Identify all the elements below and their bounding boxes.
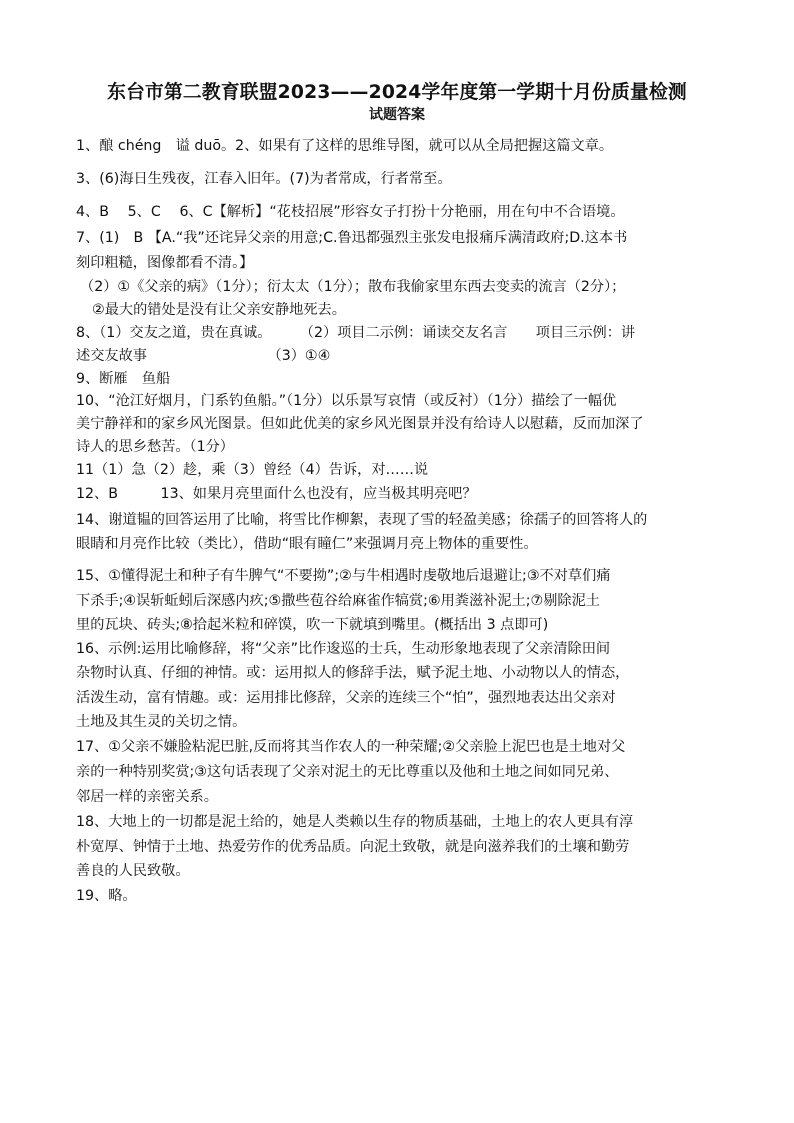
answer-line-18-cont-2: 善良的人民致敬。 [76, 863, 190, 879]
answer-line-10-cont-2: 诗人的思乡愁苦。（1分） [76, 439, 234, 455]
answer-line-14: 14、谢道韫的回答运用了比喻，将雪比作柳絮，表现了雪的轻盈美感；徐孺子的回答将人的 [76, 512, 648, 528]
answer-line-16-cont-2: 活泼生动，富有情趣。或：运用排比修辞，父亲的连续三个“怕”，强烈地表达出父亲对 [76, 690, 616, 706]
answer-line-11: 11（1）急（2）趁，乘（3）曾经（4）告诉，对……说 [76, 462, 429, 478]
answer-line-7-cont: 刻印粗糙，图像都看不清。】 [76, 255, 254, 271]
answer-line-17-cont-1: 亲的一种特别奖赏;③这句话表现了父亲对泥土的无比尊重以及他和土地之间如同兄弟、 [76, 764, 619, 780]
answer-line-7-2-cont: ②最大的错处是没有让父亲安静地死去。 [92, 302, 346, 318]
answer-line-18-cont-1: 朴宽厚、钟情于土地、热爱劳作的优秀品质。向泥土致敬，就是向滋养我们的土壤和勤劳 [76, 839, 630, 855]
answer-line-16: 16、示例:运用比喻修辞，将“父亲”比作逡巡的士兵，生动形象地表现了父亲清除田间 [76, 641, 611, 657]
answer-line-15-cont-1: 下杀手;④误斩蚯蚓后深感内疚;⑤撒些苞谷给麻雀作犒赏;⑥用粪滋补泥土;⑦剔除泥土 [76, 593, 600, 609]
answer-line-16-cont-3: 土地及其生灵的关切之情。 [76, 714, 247, 730]
answer-line-10: 10、“沧江好烟月，门系钓鱼船。”（1分）以乐景写哀情（或反衬）（1分）描绘了一幅优 [76, 393, 617, 409]
page-title: 东台市第二教育联盟2023——2024学年度第一学期十月份质量检测 [107, 81, 687, 103]
answer-line-18: 18、大地上的一切都是泥土给的，她是人类赖以生存的物质基础，土地上的农人更具有淳 [76, 814, 634, 830]
answer-line-17-cont-2: 邻居一样的亲密关系。 [76, 789, 218, 805]
answer-line-4-6: 4、B 5、C 6、C【解析】“花枝招展”形容女子打扮十分艳丽，用在句中不合语境。 [76, 204, 625, 220]
answer-line-1-2: 1、酿 chéng 谥 duō。2、如果有了这样的思维导图，就可以从全局把握这篇文章。 [76, 138, 614, 154]
answer-line-9: 9、断雁 鱼船 [76, 371, 171, 387]
answer-line-15-cont-2: 里的瓦块、砖头;⑧拾起米粒和碎馍，吹一下就填到嘴里。(概括出 3 点即可) [76, 617, 549, 633]
answer-line-7: 7、(1) B 【A.“我”还诧异父亲的用意;C.鲁迅都强烈主张发电报痛斥满清政府;D.这本书 [76, 230, 628, 246]
answer-line-10-cont-1: 美宁静祥和的家乡风光图景。但如此优美的家乡风光图景并没有给诗人以慰藉，反而加深了 [76, 416, 644, 432]
answer-line-8: 8、（1）交友之道，贵在真诚。 （2）项目二示例：诵读交友名言 项目三示例：讲 [76, 325, 636, 341]
answer-line-14-cont: 眼睛和月亮作比较（类比），借助“眼有瞳仁”来强调月亮上物体的重要性。 [76, 536, 538, 552]
answer-line-16-cont-1: 杂物时认真、仔细的神情。或：运用拟人的修辞手法，赋予泥土地、小动物以人的情态， [76, 665, 630, 681]
answer-line-3: 3、(6)海日生残夜，江春入旧年。(7)为者常成，行者常至。 [76, 171, 452, 187]
answer-line-8-cont: 述交友故事 （3）①④ [76, 348, 331, 364]
answer-line-19: 19、略。 [76, 888, 137, 904]
answer-line-17: 17、①父亲不嫌脸粘泥巴脏,反而将其当作农人的一种荣耀;②父亲脸上泥巴也是土地对父 [76, 739, 626, 755]
page-subtitle: 试题答案 [369, 107, 425, 123]
answer-line-7-2: （2）①《父亲的病》（1分）；衍太太（1分）；散布我偷家里东西去变卖的流言（2分）； [80, 279, 626, 295]
answer-line-15: 15、①懂得泥土和种子有牛脾气“不要拗”;②与牛相遇时虔敬地后退避让;③不对草们痛 [76, 568, 611, 584]
answer-line-12-13: 12、B 13、如果月亮里面什么也没有，应当极其明亮吧？ [76, 486, 477, 502]
